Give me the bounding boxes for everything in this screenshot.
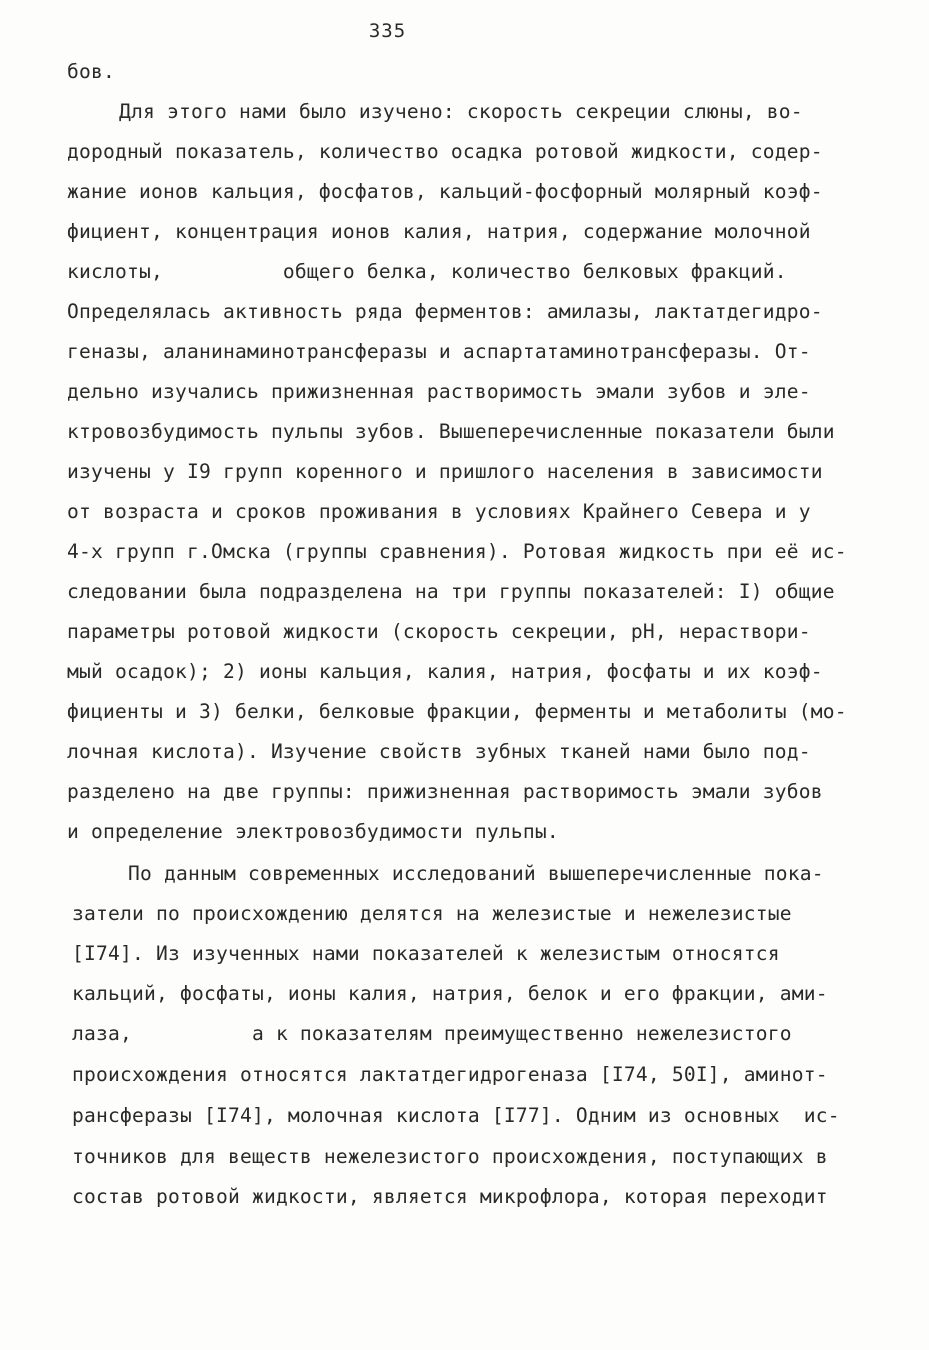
text-line: По данным современных исследований вышеперечисленные пока- [128, 862, 824, 885]
text-line: фициент, концентрация ионов калия, натрия, содержание молочной [67, 220, 811, 243]
text-line: затели по происхождению делятся на железистые и нежелезистые [72, 902, 792, 925]
text-line: [I74]. Из изученных нами показателей к железистым относятся [72, 942, 780, 965]
text-line: лаза, а к показателям преимущественно нежелезистого [72, 1022, 792, 1045]
text-line: изучены у I9 групп коренного и пришлого населения в зависимости [67, 460, 823, 483]
text-line: дельно изучались прижизненная растворимость эмали зубов и эле- [67, 380, 811, 403]
page-number: 335 [368, 20, 407, 42]
text-line: бов. [67, 60, 115, 83]
text-line: лочная кислота). Изучение свойств зубных тканей нами было под- [67, 740, 811, 763]
text-line: жание ионов кальция, фосфатов, кальций-фосфорный молярный коэф- [67, 180, 823, 203]
text-line: от возраста и сроков проживания в условиях Крайнего Севера и у [67, 500, 811, 523]
text-line: геназы, аланинаминотрансферазы и аспартатаминотрансферазы. От- [67, 340, 811, 363]
text-line: ктровозбудимость пульпы зубов. Вышеперечисленные показатели были [67, 420, 835, 443]
text-line: и определение электровозбудимости пульпы. [67, 820, 559, 843]
text-line: дородный показатель, количество осадка ротовой жидкости, содер- [67, 140, 823, 163]
text-line: разделено на две группы: прижизненная растворимость эмали зубов [67, 780, 823, 803]
text-line: следовании была подразделена на три группы показателей: I) общие [67, 580, 835, 603]
text-line: Определялась активность ряда ферментов: амилазы, лактатдегидро- [67, 300, 823, 323]
text-line: состав ротовой жидкости, является микрофлора, которая переходит [72, 1185, 828, 1208]
text-line: происхождения относятся лактатдегидрогеназа [I74, 50I], аминот- [72, 1063, 828, 1086]
text-line: 4-х групп г.Омска (группы сравнения). Ротовая жидкость при её ис- [67, 540, 847, 563]
text-line: кальций, фосфаты, ионы калия, натрия, белок и его фракции, ами- [72, 982, 828, 1005]
text-line: точников для веществ нежелезистого происхождения, поступающих в [72, 1145, 828, 1168]
text-line: мый осадок); 2) ионы кальция, калия, натрия, фосфаты и их коэф- [67, 660, 823, 683]
text-line: Для этого нами было изучено: скорость секреции слюны, во- [119, 100, 803, 123]
text-line: рансферазы [I74], молочная кислота [I77]. Одним из основных ис- [72, 1104, 840, 1127]
text-line: параметры ротовой жидкости (скорость секреции, рН, нераствори- [67, 620, 811, 643]
text-line: фициенты и 3) белки, белковые фракции, ферменты и метаболиты (мо- [67, 700, 847, 723]
text-line: кислоты, общего белка, количество белковых фракций. [67, 260, 787, 283]
